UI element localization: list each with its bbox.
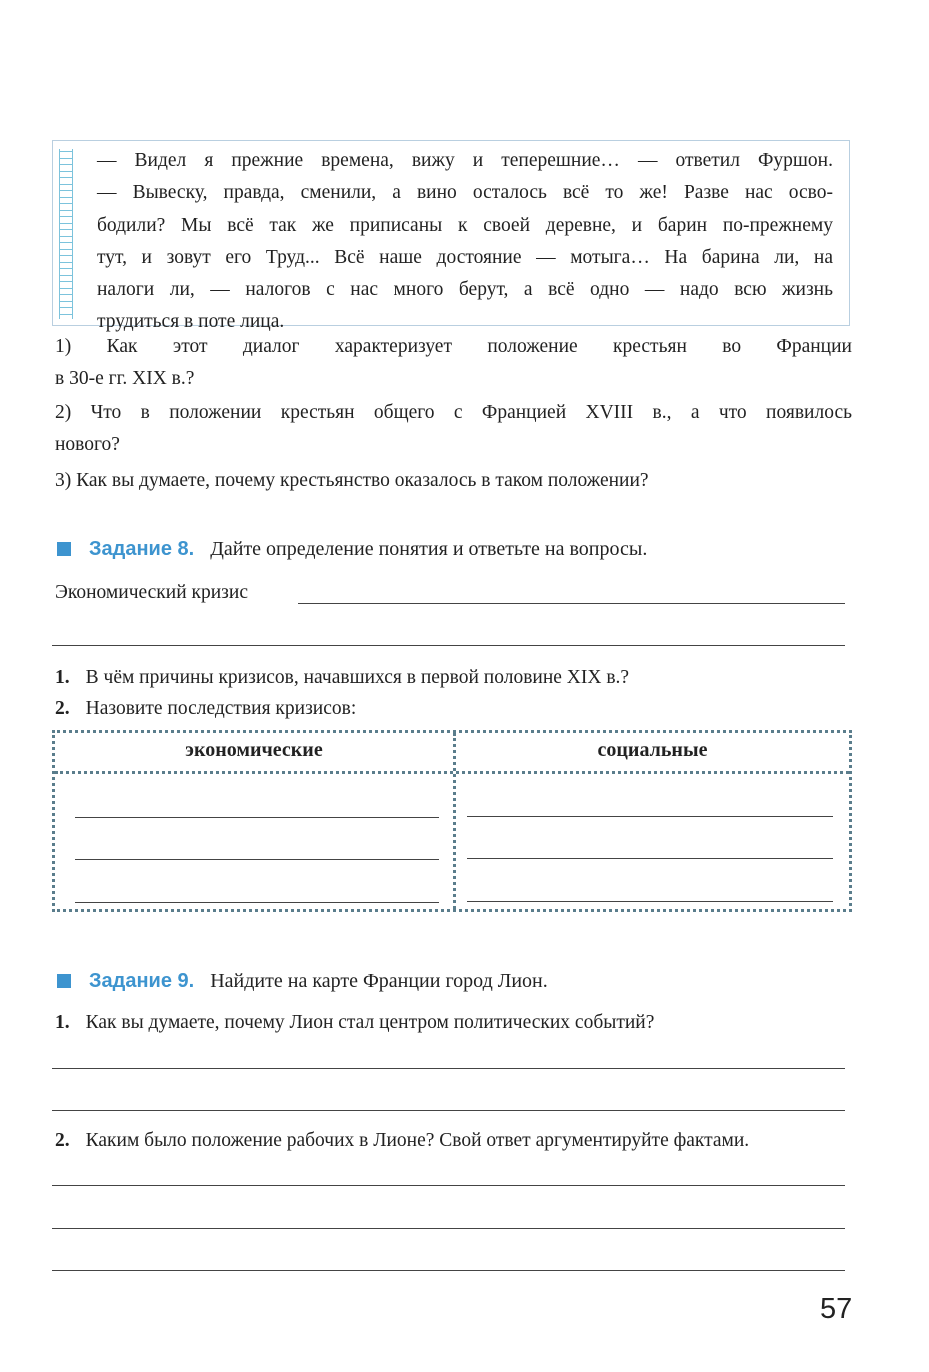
column-header-economic: экономические: [185, 739, 323, 761]
task-9-item-1: [55, 1012, 654, 1034]
decorative-strip: [59, 149, 73, 319]
answer-line[interactable]: [467, 816, 833, 817]
task-9-heading: [57, 970, 548, 993]
task-label: Задание 9.: [89, 970, 195, 992]
task-text: Дайте определение понятия и ответьте на вопросы.: [210, 538, 648, 560]
answer-line[interactable]: [52, 1068, 845, 1069]
quote-line: — Вывеску, правда, сменили, а вино осталось всё то же! Разве нас осво-: [97, 182, 833, 204]
answer-line[interactable]: [75, 817, 439, 818]
term-label: Экономический кризис: [55, 582, 248, 603]
item-number: 1.: [55, 1012, 70, 1033]
item-text: В чём причины кризисов, начавшихся в первой половине XIX в.?: [85, 667, 630, 688]
question-2-line1: 2) Что в положении крестьян общего с Францией XVIII в., а что появилось: [55, 402, 852, 423]
item-number: 2.: [55, 1130, 70, 1151]
question-2-line2: нового?: [55, 434, 120, 455]
quote-line: тут, и зовут его Труд... Всё наше достояние — мотыга… На барина ли, на: [97, 246, 833, 268]
answer-line[interactable]: [75, 902, 439, 903]
consequences-table: [52, 730, 852, 912]
task-text: Найдите на карте Франции город Лион.: [210, 970, 548, 992]
answer-line[interactable]: [467, 901, 833, 902]
quote-line: налоги ли, — налогов с нас много берут, а всё одно — надо всю жизнь: [97, 279, 833, 301]
square-bullet-icon: [57, 542, 71, 556]
item-text: Каким было положение рабочих в Лионе? Свой ответ аргументируйте фактами.: [85, 1130, 750, 1151]
answer-line[interactable]: [75, 859, 439, 860]
quote-text: [97, 145, 833, 339]
item-number: 2.: [55, 698, 70, 719]
task-label: Задание 8.: [89, 538, 195, 560]
task-8-item-1: [55, 667, 629, 689]
task-9-item-2: [55, 1130, 749, 1152]
answer-line[interactable]: [298, 603, 845, 604]
column-header-social: социальные: [597, 739, 708, 761]
page-number: 57: [820, 1293, 853, 1325]
quote-line: бодили? Мы всё так же приписаны к своей деревне, и барин по-прежнему: [97, 214, 833, 236]
answer-line[interactable]: [52, 1110, 845, 1111]
task-8-heading: [57, 538, 647, 561]
square-bullet-icon: [57, 974, 71, 988]
item-number: 1.: [55, 667, 70, 688]
answer-line[interactable]: [52, 1270, 845, 1271]
answer-line[interactable]: [52, 1228, 845, 1229]
header-divider: [55, 771, 849, 774]
quote-line: трудиться в поте лица.: [97, 311, 285, 333]
task-8-item-2: [55, 698, 356, 720]
item-text: Назовите последствия кризисов:: [85, 698, 357, 719]
answer-line[interactable]: [467, 858, 833, 859]
item-text: Как вы думаете, почему Лион стал центром политических событий?: [85, 1012, 655, 1033]
question-1-line1: 1) Как этот диалог характеризует положение крестьян во Франции: [55, 336, 852, 357]
answer-line[interactable]: [52, 1185, 845, 1186]
quote-line: — Видел я прежние времена, вижу и теперешние… — ответил Фуршон.: [97, 150, 833, 171]
quote-box: [52, 140, 850, 333]
question-1-line2: в 30-е гг. XIX в.?: [55, 368, 195, 389]
question-3: 3) Как вы думаете, почему крестьянство оказалось в таком положении?: [55, 470, 649, 491]
answer-line[interactable]: [52, 645, 845, 646]
